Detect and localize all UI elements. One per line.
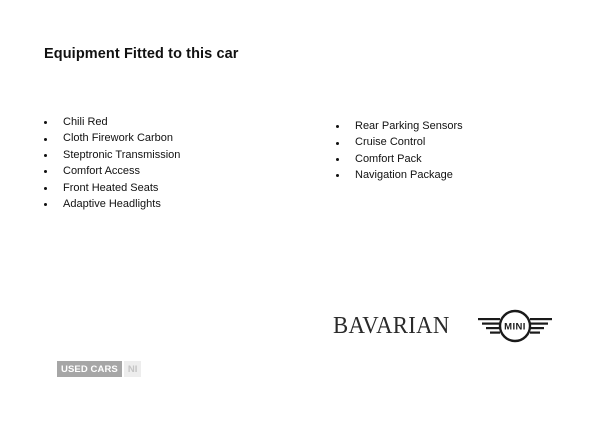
bullet-icon	[44, 154, 47, 157]
region-label: NI	[124, 361, 142, 377]
dealer-logo-wordmark: BAVARIAN	[333, 312, 450, 339]
equipment-item	[44, 114, 180, 130]
equipment-item-label: Comfort Pack	[355, 152, 422, 165]
equipment-item-label: Rear Parking Sensors	[355, 120, 463, 132]
used-cars-badge	[57, 361, 141, 377]
equipment-item-label: Cruise Control	[355, 136, 426, 149]
equipment-item	[336, 118, 463, 134]
bullet-icon	[44, 203, 47, 206]
equipment-item	[44, 196, 180, 212]
equipment-item	[336, 134, 463, 150]
mini-logo-icon	[476, 309, 554, 343]
bullet-icon	[336, 174, 339, 177]
mini-logo-text: MINI	[504, 321, 526, 333]
bullet-icon	[44, 187, 47, 190]
equipment-item	[44, 147, 180, 163]
bullet-icon	[336, 158, 339, 161]
bullet-icon	[44, 138, 47, 141]
equipment-item	[44, 163, 180, 179]
equipment-item-label: Comfort Access	[63, 165, 141, 178]
equipment-item	[336, 151, 463, 167]
equipment-list-right	[336, 118, 463, 184]
bullet-icon	[44, 121, 47, 124]
equipment-item-label: Front Heated Seats	[63, 181, 159, 194]
bullet-icon	[44, 170, 47, 173]
equipment-item	[44, 180, 180, 196]
equipment-item-label: Adaptive Headlights	[63, 197, 161, 210]
equipment-item-label: Cloth Firework Carbon	[63, 132, 174, 145]
equipment-item-label: Steptronic Transmission	[63, 148, 181, 161]
equipment-item	[44, 130, 180, 146]
equipment-list-left	[44, 114, 180, 212]
page-title: Equipment Fitted to this car	[44, 46, 239, 62]
bullet-icon	[336, 125, 339, 128]
equipment-item	[336, 167, 463, 183]
bullet-icon	[336, 142, 339, 145]
equipment-item-label: Chili Red	[63, 116, 108, 128]
equipment-item-label: Navigation Package	[355, 169, 453, 182]
used-cars-label: USED CARS	[57, 361, 122, 377]
